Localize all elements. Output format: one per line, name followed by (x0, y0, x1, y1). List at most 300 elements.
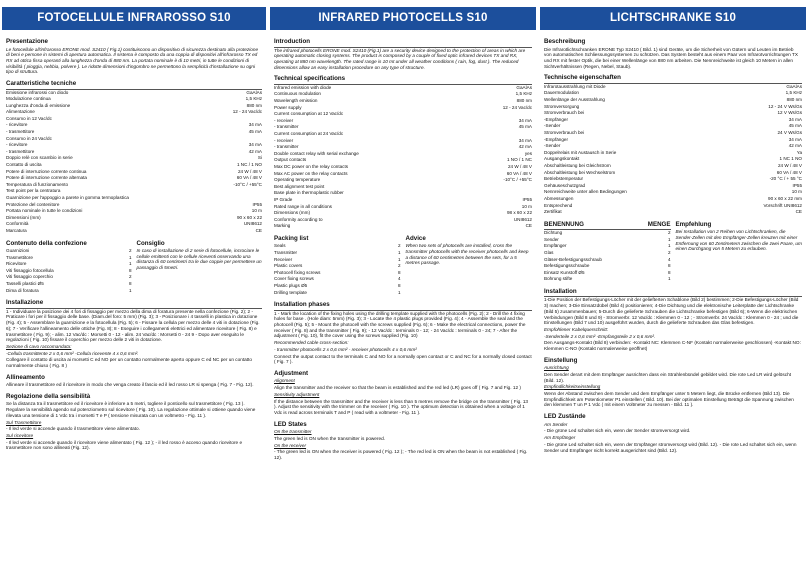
package-heading (544, 221, 671, 228)
spec-row (6, 155, 262, 161)
spec-row (274, 85, 532, 91)
description-text: Die Infrarotlichtschranken ERONE Typ S2410 ( Bild. 1) sind Geräte, um die Sicherheit von Gütern und Leuten im Betrieb von automatischen Schliessungssystemen zu schützen. Das System besteht aus einem Paar von Infrarotvorrichtungen TX und RX mit fester Optik, die bei einer Wellenlänge von 880 nm arbeiten. Die Nennreichweite ist gleich 10 Metern in allen Sichtverhältnissen (Regen, Nebel, Staub). (544, 46, 798, 69)
spec-row (544, 90, 802, 96)
spec-label: -Sender (544, 143, 561, 149)
spec-value: 45 mA (788, 123, 802, 129)
spec-label: Dimensions (mm) (274, 210, 310, 216)
spec-row (544, 117, 802, 123)
align-heading: Ausrichtung (544, 365, 569, 371)
spec-row (544, 183, 802, 189)
spec-row (6, 162, 262, 168)
spec-value: 60 VA / 48 V (236, 175, 262, 181)
spec-label: IP Grade (274, 196, 293, 202)
spec-label: Conformity according to (274, 216, 323, 222)
spec-value: 24 W / 48 V (507, 163, 532, 169)
spec-label: Lunghezza d'onda di emissione (6, 102, 71, 108)
spec-value: Ya (796, 149, 802, 155)
spec-row (544, 237, 671, 243)
install-heading: Installazione (6, 299, 44, 307)
receiver-text: - Il led verde si accende quando il ricevitore viene alimentato ( Fig. 12 ); - il led rosso è acceso quando ricevitore e trasmettitore non sono allineati (Fig. 12). (6, 439, 243, 451)
advice-text: Bei Installation von 2 Reihen von Lichtschranken, die Sender-Zellen mit den Empfänger-Zellen kreuzen mit einer Entfernung von 60 Zentimetern zwischen die zwei Paare, um einen Durchgang von 5 Metern zu erlauben. (675, 229, 802, 252)
spec-row (544, 189, 802, 195)
spec-label: Double contact relay with serial exchange (274, 150, 359, 156)
spec-row (274, 197, 532, 203)
spec-value: 45 mA (248, 129, 262, 135)
led-heading: LED Zustände (544, 413, 586, 421)
spec-value: 12 V Ws/Gs (777, 110, 802, 116)
spec-value: 1 (667, 276, 671, 282)
package-qty-heading: MENGE (647, 220, 671, 228)
german-banner: LICHTSCHRANKE S10 (540, 7, 806, 30)
spec-row (6, 261, 132, 267)
transmitter-heading: On the transmitter (274, 429, 312, 435)
spec-row (544, 110, 802, 116)
spec-value: IP55 (252, 201, 262, 207)
spec-label: Befestigungsschraube (544, 263, 590, 269)
spec-value: 60 VA / 48 V (776, 169, 802, 175)
spec-value: 34 mA (788, 136, 802, 142)
spec-label: Emissione infrarossi con diodo (6, 89, 69, 95)
spec-row (544, 196, 802, 202)
cable-text: -Cellula trasmittente 2 x 0,6 mm² -Cellula ricevente 4 x 0,6 mm². (6, 350, 139, 356)
spec-row (274, 210, 532, 216)
spec-label: Operating temperature (274, 177, 321, 183)
spec-value: 1 (128, 287, 132, 293)
spec-row (6, 129, 262, 135)
spec-value: 2 (397, 243, 401, 249)
spec-value: Vorschrift UNI8612 (763, 202, 802, 208)
spec-row (274, 131, 532, 137)
spec-label: Glas (544, 249, 554, 255)
spec-row (544, 156, 802, 162)
german-column (540, 0, 806, 571)
spec-value: GaAlAs (246, 89, 262, 95)
spec-label: Rated range in all conditions (274, 203, 332, 209)
spec-label: Marcatura (6, 227, 27, 233)
spec-row (6, 208, 262, 214)
spec-row (544, 230, 671, 236)
spec-row (6, 228, 262, 234)
spec-label: Guarnizioni (6, 248, 30, 254)
spec-value: CE (795, 209, 802, 215)
spec-value: 1 NO / 1 NC (506, 157, 532, 163)
spec-value: 1,5 KHz (515, 91, 532, 97)
spec-value: 1 (397, 289, 401, 295)
spec-label: Max DC power on the relay contacts (274, 163, 349, 169)
spec-value: 8 (667, 269, 671, 275)
english-banner: INFRARED PHOTOCELLS S10 (270, 7, 536, 30)
spec-label: Plastic covers (274, 263, 303, 269)
spec-row (544, 176, 802, 182)
spec-label: Guarnizione per l'appoggio a parete in gomma termoplastica (6, 195, 129, 201)
spec-value: -10°C / +55°C (233, 181, 262, 187)
spec-label: Receiver (274, 256, 293, 262)
spec-value: 8 (128, 281, 132, 287)
package-name-heading: BENENNUNG (544, 220, 584, 228)
spec-label: Sender (544, 236, 559, 242)
spec-label: Dauermodulation (544, 90, 579, 96)
italian-banner: FOTOCELLULE INFRAROSSO S10 (2, 7, 266, 30)
spec-label: Stromverbrauch bei (544, 129, 585, 135)
led-heading: LED States (274, 420, 307, 428)
cable-heading: Recommended cable cross-section: (274, 340, 349, 346)
spec-row (274, 171, 532, 177)
adjustment-heading: Einstellung (544, 356, 578, 364)
receiver-text: - Die grüne Led schaltet sich ein, wenn der Empfänger stromversorgt wird (Bild. 12). - Die rote Led schaltet sich ein, wenn Sender und Empfänger nicht korrekt ausgerichtet sind (Bild. 12). (544, 441, 797, 453)
spec-value: 2 (667, 230, 671, 236)
spec-value: 1 NC / 1 NO (236, 162, 262, 168)
spec-label: Doppelrelais mit Austausch in Serie (544, 149, 617, 155)
transmitter-heading: Am Sender (544, 421, 568, 427)
package-heading: Packing list (274, 234, 309, 242)
spec-row (6, 175, 262, 181)
spec-value: 2 (128, 274, 132, 280)
spec-row (544, 137, 802, 143)
spec-row (6, 195, 262, 201)
spec-row (544, 123, 802, 129)
cable-heading: Empfohlener Kabelquerschnitt: (544, 326, 609, 332)
specs-heading: Technical specifications (274, 75, 346, 83)
spec-value: 1 (397, 249, 401, 255)
spec-row (544, 270, 671, 276)
spec-value: 880 nm (246, 102, 262, 108)
spec-row (544, 150, 802, 156)
spec-row (544, 104, 802, 110)
spec-label: Marking (274, 223, 291, 229)
spec-label: Dimensioni (mm) (6, 214, 41, 220)
spec-label: Potere di interruzione corrente continua (6, 168, 87, 174)
spec-row (6, 182, 262, 188)
english-column (270, 0, 536, 571)
spec-row (274, 118, 532, 124)
spec-label: Seals (274, 243, 286, 249)
spec-value: 34 mA (248, 122, 262, 128)
spec-value: 8 (397, 282, 401, 288)
spec-row (544, 243, 671, 249)
spec-value: 34 mA (788, 116, 802, 122)
package-list (544, 230, 671, 282)
spec-row (274, 276, 401, 282)
spec-label: Abmessungen (544, 195, 574, 201)
spec-row (544, 163, 802, 169)
spec-label: Infrarotausstrahlung mit Diode (544, 83, 606, 89)
spec-label: Einsatz Kunstoff Ø5 (544, 269, 585, 275)
spec-label: Consumo in 24 Vac/dc (6, 135, 52, 141)
spec-label: Cover fixing screws (274, 276, 314, 282)
spec-row (544, 276, 671, 282)
spec-value: Si (257, 155, 262, 161)
spec-value: 8 (397, 269, 401, 275)
spec-row (544, 84, 802, 90)
spec-label: Temperatura di funzionamento (6, 181, 69, 187)
spec-label: -Empfänger (544, 136, 569, 142)
spec-value: 34 mA (518, 117, 532, 123)
spec-label: - receiver (274, 137, 294, 143)
spec-row (274, 98, 532, 104)
spec-value: 12 - 24 Vac/dc (232, 109, 262, 115)
receiver-heading: Am Empfänger (544, 435, 576, 441)
spec-label: Entsprechend (544, 202, 573, 208)
spec-row (274, 91, 532, 97)
spec-row (6, 122, 262, 128)
spec-value: CE (255, 227, 262, 233)
cable-text: -Senderteile 2 x 0,6 mm² -Empfangsteile 2 x 0,6 mm². (544, 333, 656, 339)
spec-label: Dima di foratura (6, 287, 39, 293)
description-heading: Beschreibung (544, 38, 586, 45)
advice-text: When two sets of photocells are installed, cross the transmitter photocells with the receiver photocells and keep a distance of 60 centimetres between the sets, for a 5 metres passage. (405, 243, 529, 266)
specs-list (274, 85, 532, 229)
spec-row (274, 124, 532, 130)
spec-row (6, 274, 132, 280)
spec-value: 42 mA (248, 148, 262, 154)
spec-row (274, 138, 532, 144)
spec-value: 2 (128, 248, 132, 254)
spec-row (274, 257, 401, 263)
spec-label: Portata nominale in tutte le condizioni (6, 208, 83, 214)
spec-row (274, 243, 401, 249)
align-heading: Allineamento (6, 373, 45, 381)
spec-value: 1,5 KHz (785, 90, 802, 96)
install-heading: Installation phases (274, 301, 330, 309)
spec-value: 24 W / 48 V (777, 162, 802, 168)
spec-label: Current consumption at 12 Vac/dc (274, 111, 344, 117)
spec-row (274, 151, 532, 157)
spec-label: - ricevitore (6, 142, 28, 148)
sensitivity-text: If the distance between the transmitter and the receiver is less than 5 metres remove the bridge on the transmitter ( Fig. 13 ). Adjust the sensitivity with the trimmer on the receiver ( Fig. 10 ). The optimum detection is obtained when a voltage of 1 Vdc is read across terminals T and P ( read with a voltmeter - Fig. 11 ). (274, 398, 529, 415)
spec-row (274, 223, 532, 229)
spec-label: Infrared emission with diode (274, 84, 332, 90)
spec-value: 90 x 60 x 22 (236, 214, 262, 220)
spec-row (6, 142, 262, 148)
spec-row (6, 248, 132, 254)
spec-label: Conformità (6, 221, 29, 227)
spec-label: Test point per la centratura (6, 188, 61, 194)
spec-value: 24 W / 48 V (237, 168, 262, 174)
spec-row (274, 263, 401, 269)
package-list (274, 243, 401, 295)
spec-row (274, 164, 532, 170)
spec-row (274, 144, 532, 150)
spec-label: Zertifikat (544, 209, 562, 215)
align-text: Align the transmitter and the receiver so that the beam is established and the red led (LR) goes off ( Fig. 7 and Fig. 12 ) (274, 385, 521, 391)
spec-label: Power supply (274, 104, 302, 110)
spec-value: 880 nm (516, 98, 532, 103)
spec-value: 10 m (791, 189, 802, 195)
spec-label: Photocell fixing screws (274, 269, 321, 275)
spec-value: 10 m (251, 208, 262, 214)
spec-row (6, 202, 262, 208)
spec-row (274, 105, 532, 111)
align-text: Allineare il trasmettitore ed il ricevitore in modo che venga creato il fascio ed il led rosso LR si spenga ( Fig. 7 - Fig. 12). (6, 382, 254, 388)
spec-value: 4 (667, 256, 671, 262)
spec-label: Nennreichweite unter allen Bedingungen (544, 189, 627, 195)
spec-value: UNI8612 (513, 216, 532, 222)
spec-label: Doppio relè con scambio in serie (6, 155, 73, 161)
spec-value: 880 nm (786, 97, 802, 102)
spec-row (6, 281, 132, 287)
sensitivity-heading: Regolazione della sensibilità (6, 392, 91, 400)
spec-row (544, 263, 671, 269)
spec-row (6, 96, 262, 102)
spec-value: 1 (128, 261, 132, 267)
spec-value: GaAlAs (516, 84, 532, 90)
adjustment-heading: Adjustment (274, 369, 309, 377)
spec-value: 1 (128, 254, 132, 260)
spec-value: CE (525, 223, 532, 229)
receiver-heading: Sul ricevitore (6, 432, 34, 438)
spec-value: 1 NC 1 NO (779, 156, 802, 162)
spec-label: Gehäuseschutzgrad (544, 182, 586, 188)
spec-label: Max AC power on the relay contacts (274, 170, 348, 176)
sensitivity-heading: Sensitivity adjustment (274, 391, 320, 397)
spec-row (274, 290, 401, 296)
spec-label: Transmitter (274, 249, 298, 255)
spec-label: Alimentazione (6, 109, 35, 115)
spec-row (544, 143, 802, 149)
spec-label: Contatto di uscita (6, 162, 42, 168)
receiver-text: - The green led is ON when the receiver is powered ( Fig. 12 ); - The red led is ON when the beam is not established ( Fig. 12). (274, 449, 528, 460)
spec-label: Drilling template (274, 289, 307, 295)
spec-row (544, 130, 802, 136)
specs-heading: Technische eigenschaften (544, 74, 621, 82)
spec-value: -20 °C / + 55 °C (769, 176, 802, 182)
spec-label: Bohrung stifte (544, 276, 573, 282)
spec-row (274, 270, 401, 276)
spec-value: 4 (397, 276, 401, 282)
spec-row (274, 190, 532, 196)
spec-row (274, 283, 401, 289)
spec-row (544, 209, 802, 215)
presentation-text: Le fotocellule all'infrarosso ERONE mod. S2410 ( Fig.1) costituiscono un dispositivo di sicurezza destinato alla protezione di beni e persone in sistemi di apertura automatica. Il sistema è composto da una coppia di dispositivi all'infrarosso TX ed RX ad ottica fissa operanti alla lunghezza d'onda di 880 nm. La portata nominale è di 10 metri, in tutte le condizioni di visibilità ( pioggia, nebbia, polvere ). Le ridotte dimensioni d'ingombro ne permettono la semplicità d'installazione su ogni tipo di struttura. (6, 46, 259, 75)
spec-value: 34 mA (248, 142, 262, 148)
transmitter-text: - Die grüne Led schaltet sich ein, wenn der Sender stromversorgt wird. (544, 428, 691, 434)
spec-label: Wellenlänge der Ausstrahlung (544, 97, 605, 102)
spec-label: Viti fissaggio fotocellula (6, 267, 54, 273)
spec-value: 12 - 24 Vac/dc (502, 104, 532, 110)
spec-value: 10 m (521, 203, 532, 209)
spec-row (544, 97, 802, 103)
spec-label: Abschaltleistung bei Gleichstrom (544, 162, 611, 168)
spec-label: Plastic plugs Ø5 (274, 282, 308, 288)
spec-value: IP55 (522, 196, 532, 202)
spec-value: 45 mA (518, 124, 532, 130)
advice-heading: Empfehlung (675, 220, 712, 228)
install-text: 1 - Individuare la posizione dei 4 fori di fissaggio per mezzo della dima di foratura presente nella confezione (Fig. 2); 2 - Praticare i fori per il fissaggio delle base. (Diam.del foro: 5 mm) (Fig. 3); 3 - Posizionare i 4 tasselli in plastica in dotazione (Fig. 4); 5 - Assemblare la guarnizione e la fotocellula (Fig. 5); 6 - Fissare la cellula per mezzo delle 4 viti in dotazione (Fig. 6); 7 - Verificare l'allineamento delle ottiche (Fig. 8); 8 - Eseguire i collegamenti elettrici ed alimentare ricevitore ( Fig. 8) e trasmettitore ( Fig. 9); - alim. 12 Vac/dc : Morsetti 0 - 12 - alim. 24 Vac/dc : Morsetti 0 - 24 9 - Dopo aver eseguito le regolazioni ( Fig. 10) fissare il coperchio per mezzo delle 2 viti in dotazione. (6, 308, 260, 343)
spec-row (544, 257, 671, 263)
spec-label: Trasmettitore (6, 254, 33, 260)
spec-label: Stromversorgung (544, 103, 580, 109)
spec-row (544, 203, 802, 209)
spec-label: Betriebstemperatur (544, 176, 584, 182)
spec-row (6, 288, 132, 294)
spec-label: Output contacts (274, 157, 307, 163)
transmitter-heading: Sul Trasmettitore (6, 419, 42, 425)
spec-value: 8 (128, 267, 132, 273)
advice-text: In caso di installazione di 2 serie di fotocellule, incrociare le cellule emittenti con le cellule riceventi osservando una distanza di 60 centimetri tra le due coppie per permettere un passaggio di 5metri. (136, 248, 262, 271)
spec-label: Current consumption at 24 Vac/dc (274, 130, 344, 136)
spec-value: 1 (667, 236, 671, 242)
transmitter-text: The green led is ON when the transmitter is powered. (274, 435, 385, 441)
spec-row (274, 217, 532, 223)
spec-value: 2 (667, 249, 671, 255)
spec-row (274, 177, 532, 183)
spec-value: 24 V Ws/Gs (777, 129, 802, 135)
spec-value: IP55 (792, 182, 802, 188)
spec-row (6, 149, 262, 155)
spec-value: -10°C / +55°C (503, 177, 532, 183)
spec-row (544, 170, 802, 176)
contact-text: Den Ausgangs-Kontakt (Bild 8) verbinden: -Kontakt NC: Klemmen C-NF (Kontakt normalerweise geschlossen) -Kontakt NO: Klemmen C-NO (Kontakt normalerweise geöffnet) (544, 340, 801, 352)
sensitivity-text: Se la distanza tra il trasmettitore ed il ricevitore è inferiore a 5 metri, togliere il ponticello sul trasmettitore ( Fig. 13 ). Regolare la sensibilità agendo sul potenziometro sul ricevitore ( Fig. 10). La regolazione ottimale si ottiene quando viene rilevata una tensione di 1 Vdc tra i morsetti T e P ( tensione misurata con un voltmetro - Fig. 11 ). (6, 401, 256, 418)
package-heading: Contenuto della confezione (6, 239, 87, 247)
spec-row (6, 109, 262, 115)
spec-row (6, 268, 132, 274)
spec-row (6, 90, 262, 96)
sensitivity-text: Wenn der Abstand zwischen dem Sender und dem Empfänger unter 5 Metern liegt, die Brücke entfernen (Bild 13). Die Empfindlichkeit am Potentiometer P1 einstellen ( Bild. 10). Bei der optimalen Einstellung Beträgt die Spannung zwischen den klemmen T un P 1 Vdc ( mit einem Voltmeter zu messen - Bild. 11 ). (544, 391, 794, 408)
spec-value: 2 (397, 263, 401, 269)
spec-label: Stromverbrauch bei (544, 110, 585, 116)
sensitivity-heading: Empfindlichkeitseinstellung (544, 384, 601, 390)
spec-label: Base plate in thermoplastic rubber (274, 190, 344, 196)
spec-label: Modulazione continua (6, 96, 51, 102)
spec-row (274, 184, 532, 190)
spec-label: Consumo in 12 Vac/dc (6, 115, 52, 121)
specs-list (6, 90, 262, 234)
spec-row (274, 250, 401, 256)
advice-heading: Advice (405, 234, 426, 242)
install-text: 1-Die Position der Befestigungs-Löcher mit der geliefterten Schablone (Bild 2) bestimmen; 2-Die Befestigungs-Löcher (Bild 3) machen; 3-Die Einsatzdübel (Bild 4) positionieren; 4-Die Dichtung und die elektronische Leiterplatte der Lichtschranke (Bild 5) zusammenbauen; 5-Durch die gelieferte Schrauben die Lichtschranke befestigen (Bild 6); 6-Wenn die elektrischen Verbindungen (Bild 8 und 9) - Stromverbr. 12 Vac/dc : Klemmen 0 - 12 ; - Stromverbr. 24 Vac/dc : Klemmen 0 - 24 ; und die Einstellungen (Bild 7 und 10) ausgeführt wurden, durch die gelieferte Schrauben das Glas befestigen. (544, 297, 799, 326)
align-heading: Alignment (274, 378, 295, 384)
spec-label: Abschaltleistung bei Wechselstrom (544, 169, 616, 175)
spec-label: - receiver (274, 117, 294, 123)
contact-text: Collegare il contatto di uscita ai morsetti C ed NO per un contatto normalmente aperto oppure C ed NC per un contatto normalmente chiuso ( Fig. 8 ) (6, 357, 252, 369)
spec-row (274, 204, 532, 210)
spec-value: 1 (397, 256, 401, 262)
spec-row (274, 111, 532, 117)
spec-label: -Sender (544, 123, 561, 129)
spec-label: Gläser-Befestigungsschraub (544, 256, 602, 262)
spec-label: Tasselli plastici Ø5 (6, 281, 44, 287)
align-text: Den Sender derart mit dem Empfänger ausrichten dass ein Strahlenbündel gebildet wird. Die rote Led LR wird gelöscht (Bild. 12). (544, 371, 792, 383)
spec-row (6, 215, 262, 221)
package-list (6, 248, 132, 293)
spec-row (274, 157, 532, 163)
spec-value: 34 mA (518, 137, 532, 143)
spec-label: Potere di interruzione corrente alternata (6, 175, 87, 181)
cable-text: - transmitter photocells 2 x 0,6 mm² - receiver photocells 4 x 0,6 mm² (274, 346, 417, 352)
spec-row (6, 136, 262, 142)
install-text: 1 - Mark the location of the fixing holes using the drilling template supplied with the photocells (Fig. 2); 2 - Drill the 4 fixing holes for base . (Hole diam: 5mm) (Fig. 3); 3 - Locate the 4 plastic plugs provided (Fig. 4); 4 - Assemble the seal and the photocell (Fig. 5); 5 - Mount the photocell with the screws supplied (Fig. 6); 6 - Make the electrical connections, power the receiver ( Fig. 8) and the transmitter ( Fig. 9); - 12 Vac/dc : terminals 0 - 12; - 24 Vac/dc : terminals 0 - 24; 7 - After the adjustment ( Fig. 10), fit the cover using the screws supplied (Fig. 10) (274, 310, 526, 339)
install-heading: Installation (544, 287, 577, 295)
spec-value: 8 (667, 263, 671, 269)
specs-list (544, 84, 802, 215)
spec-label: - transmitter (274, 144, 299, 150)
specs-heading: Caratteristiche tecniche (6, 80, 77, 88)
spec-value: 1 (667, 243, 671, 249)
receiver-heading: On the receiver (274, 442, 307, 448)
spec-row (6, 255, 132, 261)
italian-column (2, 0, 266, 571)
spec-value: 98 x 60 x 22 (506, 210, 532, 216)
spec-label: - transmitter (274, 124, 299, 130)
spec-label: - trasmettitore (6, 129, 35, 135)
spec-label: - ricevitore (6, 122, 28, 128)
spec-label: Ausgangskontakt (544, 156, 580, 162)
spec-value: 42 mA (518, 144, 532, 150)
contact-text: Connect the output contact to the terminals C and NO for a normally open contact or C and NC for a normally closed contact ( Fig. 7 ). (274, 353, 532, 365)
advice-heading: Consiglio (136, 239, 165, 247)
spec-row (6, 188, 262, 194)
